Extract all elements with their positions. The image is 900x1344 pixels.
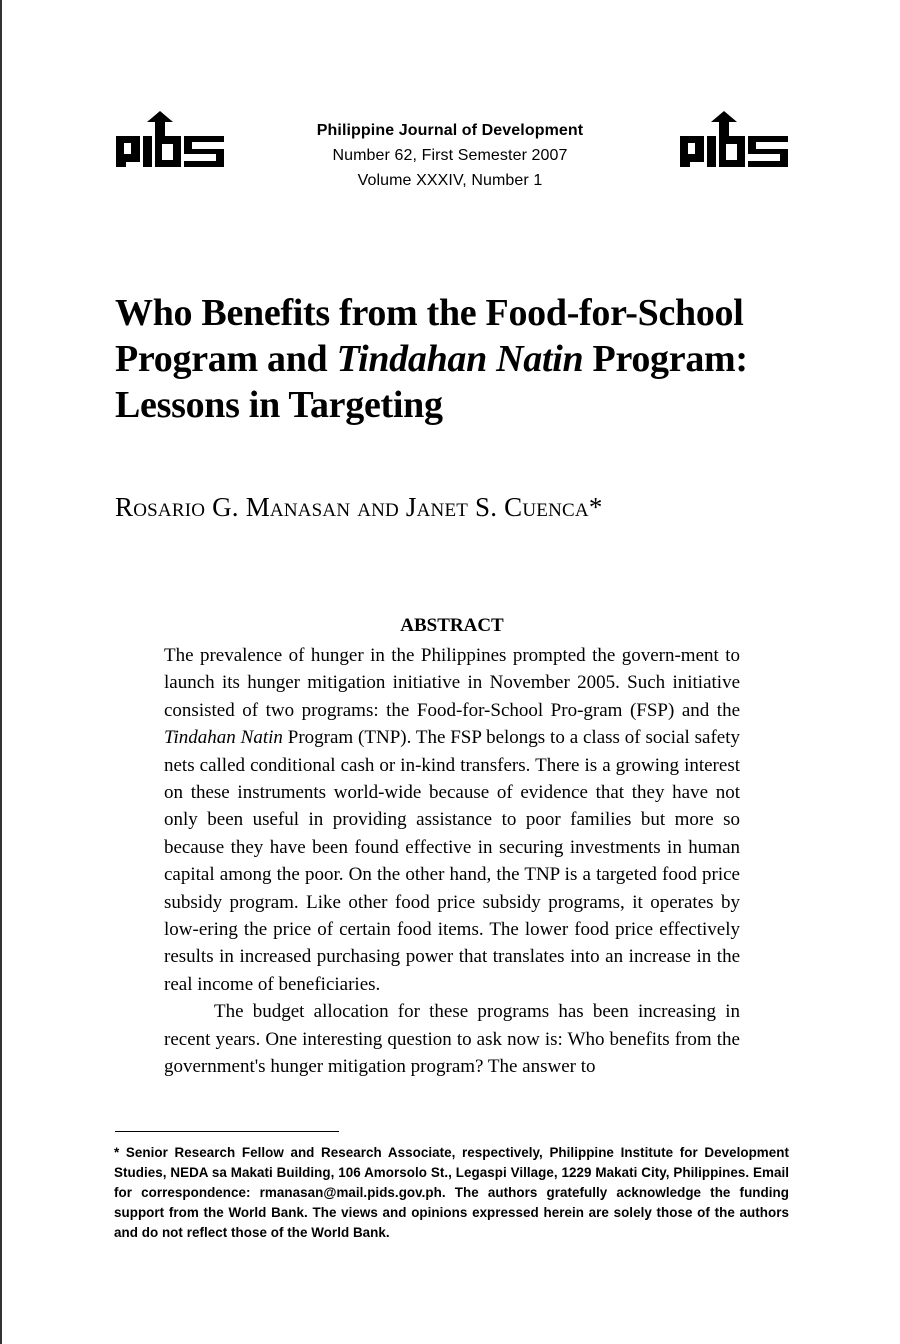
pids-logo-left xyxy=(116,111,224,167)
title-italic: Tindahan Natin xyxy=(336,338,584,380)
article-title xyxy=(115,290,795,428)
footnote: * Senior Research Fellow and Research Associate, respectively, Philippine Institute for Development Studies, NEDA sa Makati Building, 106 Amorsolo St., Legaspi Village, 1229 Makati City, Philippines. Email for correspondence: rmanasan@mail.pids.gov.ph. The authors gratefully acknowledge the funding support from the World Bank. The views and opinions expressed herein are solely those of the authors and do not reflect those of the World Bank. xyxy=(114,1145,789,1240)
pids-logo-right xyxy=(680,111,788,167)
pids-logo-icon xyxy=(116,111,224,167)
authors xyxy=(115,492,815,523)
page-left-border xyxy=(0,0,2,1344)
author-names: Rosario G. Manasan and Janet S. Cuenca xyxy=(115,492,589,522)
pids-logo-icon xyxy=(680,111,788,167)
title-part-2: Program: Lessons in Targeting xyxy=(115,338,748,426)
abstract-paragraph-1 xyxy=(164,642,740,998)
p1-italic: Tindahan Natin xyxy=(164,727,283,749)
p1-text-after: Program (TNP). The FSP belongs to a class of social safety nets called conditional cash or in-kind transfers. There is a growing interest on these instruments world-wide because of evidence that they have not only been useful in providing assistance to poor families but more so because they have been found effective in securing investments in human capital among the poor. On the other hand, the TNP is a targeted food price subsidy program. Like other food price subsidy programs, it operates by low-ering the price of certain food items. The lower food price effectively results in increased purchasing power that translates into an increase in the real income of beneficiaries. xyxy=(164,727,741,995)
abstract-heading: ABSTRACT xyxy=(400,615,504,636)
abstract-body xyxy=(164,642,740,1081)
abstract-paragraph-2: The budget allocation for these programs has been increasing in recent years. One interesting question to ask now is: Who benefits from the government's hunger mitigation program? The answer to xyxy=(164,1001,740,1078)
volume-line: Volume XXXIV, Number 1 xyxy=(357,172,543,189)
journal-header xyxy=(290,118,610,193)
title-part-1: Who Benefits from the Food-for-School Program and xyxy=(115,292,744,380)
footnote-divider xyxy=(115,1131,339,1132)
journal-title: Philippine Journal of Development xyxy=(316,122,584,139)
author-footnote-mark: * xyxy=(588,492,603,522)
issue-line: Number 62, First Semester 2007 xyxy=(332,147,568,164)
p1-text-before: The prevalence of hunger in the Philippines prompted the govern-ment to launch its hunger mitigation initiative in November 2005. Such initiative consisted of two programs: the Food-for-School Pro-gram (FSP) and the xyxy=(164,645,740,721)
